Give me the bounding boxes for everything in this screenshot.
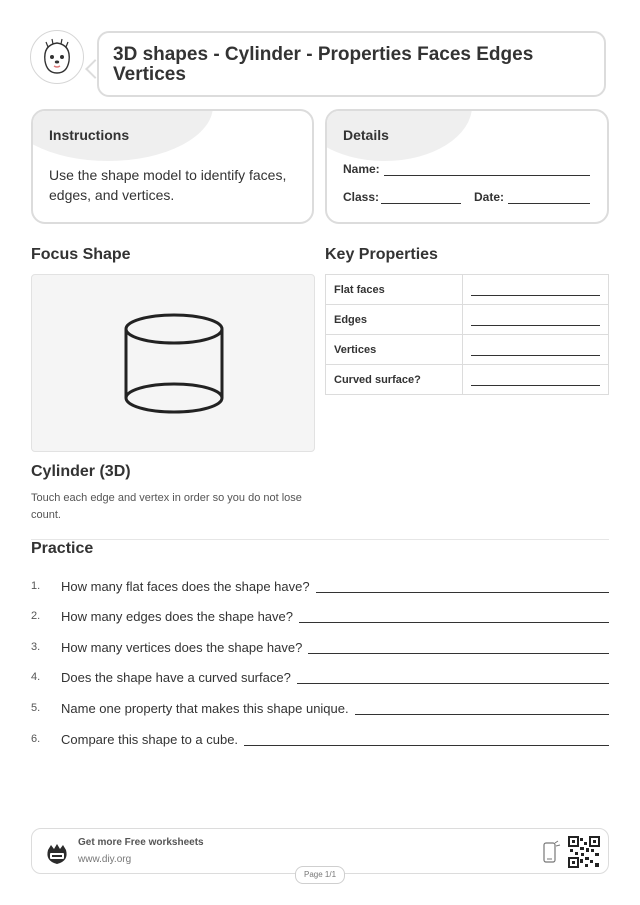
property-answer[interactable] xyxy=(463,365,609,395)
property-answer[interactable] xyxy=(463,275,609,305)
question-number: 2. xyxy=(31,610,41,622)
property-label: Edges xyxy=(326,305,463,335)
question-row xyxy=(31,728,609,748)
question-number: 6. xyxy=(31,733,41,745)
answer-line[interactable] xyxy=(355,714,609,715)
qr-code-icon xyxy=(568,836,600,868)
shape-tip: Touch each edge and vertex in order so you do not lose count. xyxy=(31,492,302,521)
focus-shape-heading: Focus Shape xyxy=(31,246,131,263)
cylinder-icon xyxy=(122,312,226,416)
question-number: 5. xyxy=(31,702,41,714)
question-number: 3. xyxy=(31,641,41,653)
question-text: How many vertices does the shape have? xyxy=(61,640,303,655)
question-row xyxy=(31,666,609,686)
shape-name: Cylinder (3D) xyxy=(31,463,131,480)
date-field[interactable] xyxy=(508,203,590,204)
answer-line[interactable] xyxy=(297,683,609,684)
diy-logo-icon[interactable] xyxy=(44,841,70,867)
property-label: Flat faces xyxy=(326,275,463,305)
question-row xyxy=(31,697,609,717)
answer-line[interactable] xyxy=(244,745,609,746)
sloth-mascot-icon xyxy=(31,31,83,83)
question-text: Name one property that makes this shape unique. xyxy=(61,701,349,716)
answer-line[interactable] xyxy=(308,653,609,654)
key-properties-heading: Key Properties xyxy=(325,246,438,263)
page-indicator: Page 1/1 xyxy=(295,866,345,884)
page-title: 3D shapes - Cylinder - Properties Faces Edges Vertices xyxy=(113,44,534,85)
property-label: Vertices xyxy=(326,335,463,365)
answer-line[interactable] xyxy=(316,592,609,593)
answer-line[interactable] xyxy=(299,622,609,623)
question-row xyxy=(31,605,609,625)
property-answer[interactable] xyxy=(463,335,609,365)
question-row xyxy=(31,575,609,595)
question-text: How many flat faces does the shape have? xyxy=(61,579,310,594)
question-number: 1. xyxy=(31,580,41,592)
name-field[interactable] xyxy=(384,175,590,176)
date-label: Date: xyxy=(474,190,505,204)
instructions-card xyxy=(31,109,314,224)
property-answer[interactable] xyxy=(463,305,609,335)
name-label: Name: xyxy=(343,162,380,176)
details-card xyxy=(325,109,609,224)
question-number: 4. xyxy=(31,671,41,683)
property-label: Curved surface? xyxy=(326,365,463,395)
title-box xyxy=(97,31,606,97)
shape-panel xyxy=(31,274,315,452)
instructions-text: Use the shape model to identify faces, edges, and vertices. xyxy=(49,167,287,203)
mascot-avatar xyxy=(30,30,84,84)
table-row xyxy=(326,365,609,395)
instructions-heading: Instructions xyxy=(49,127,130,143)
class-field[interactable] xyxy=(381,203,461,204)
phone-app-icon xyxy=(541,840,561,864)
key-properties-table xyxy=(325,274,609,395)
footer-promo-text: Get more Free worksheets xyxy=(78,837,204,848)
table-row xyxy=(326,275,609,305)
footer-url-link[interactable]: www.diy.org xyxy=(78,854,132,865)
table-row xyxy=(326,335,609,365)
question-text: Does the shape have a curved surface? xyxy=(61,670,291,685)
section-divider xyxy=(31,539,609,540)
question-text: How many edges does the shape have? xyxy=(61,609,293,624)
practice-heading: Practice xyxy=(31,540,94,557)
table-row xyxy=(326,305,609,335)
question-row xyxy=(31,636,609,656)
question-text: Compare this shape to a cube. xyxy=(61,732,239,747)
details-heading: Details xyxy=(343,127,389,143)
class-label: Class: xyxy=(343,190,380,204)
